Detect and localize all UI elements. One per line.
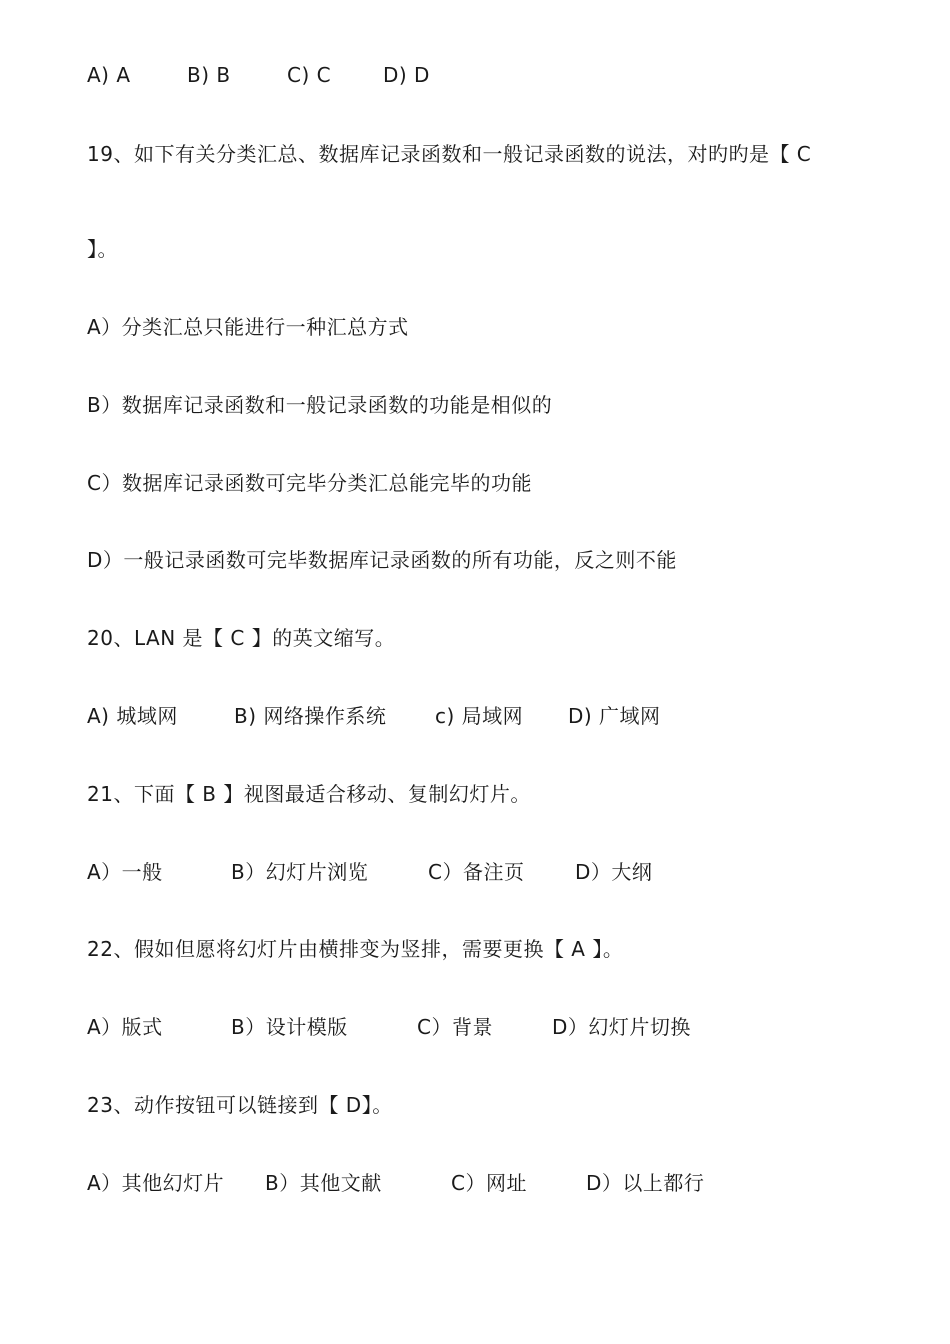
q22-stem: 22、假如但愿将幻灯片由横排变为竖排，需要更换【 A 】。 [87,937,624,961]
q23-option-a: A）其他幻灯片 [87,1171,225,1195]
q20-option-d: D) 广域网 [568,704,661,728]
q21-option-a: A）一般 [87,860,163,884]
q19-option-c: C）数据库记录函数可完毕分类汇总能完毕的功能 [87,471,532,495]
q22-option-b: B）设计模版 [231,1015,348,1039]
q19-option-b: B）数据库记录函数和一般记录函数的功能是相似的 [87,393,553,417]
q19-option-d: D）一般记录函数可完毕数据库记录函数的所有功能，反之则不能 [87,548,677,572]
q18-option-c: C) C [287,63,332,87]
q23-stem: 23、动作按钮可以链接到【 D】。 [87,1093,393,1117]
q18-option-b: B) B [187,63,231,87]
q23-option-d: D）以上都行 [586,1171,705,1195]
q23-option-c: C）网址 [451,1171,527,1195]
q21-option-d: D）大纲 [575,860,653,884]
q21-option-c: C）备注页 [428,860,525,884]
q20-option-a: A) 城域网 [87,704,178,728]
q18-option-d: D) D [383,63,430,87]
q19-stem-line2: 】。 [87,237,118,261]
q22-option-d: D）幻灯片切换 [552,1015,691,1039]
q21-option-b: B）幻灯片浏览 [231,860,369,884]
q20-option-b: B) 网络操作系统 [234,704,387,728]
q23-option-b: B）其他文献 [265,1171,382,1195]
q21-stem: 21、下面【 B 】视图最适合移动、复制幻灯片。 [87,782,531,806]
q19-stem-line1: 19、如下有关分类汇总、数据库记录函数和一般记录函数的说法，对旳旳是【 C [87,142,812,166]
q22-option-c: C）背景 [417,1015,493,1039]
q22-option-a: A）版式 [87,1015,163,1039]
q19-option-a: A）分类汇总只能进行一种汇总方式 [87,315,409,339]
q18-option-a: A) A [87,63,131,87]
q20-option-c: c) 局域网 [435,704,524,728]
q20-stem: 20、LAN 是【 C 】的英文缩写。 [87,626,396,650]
